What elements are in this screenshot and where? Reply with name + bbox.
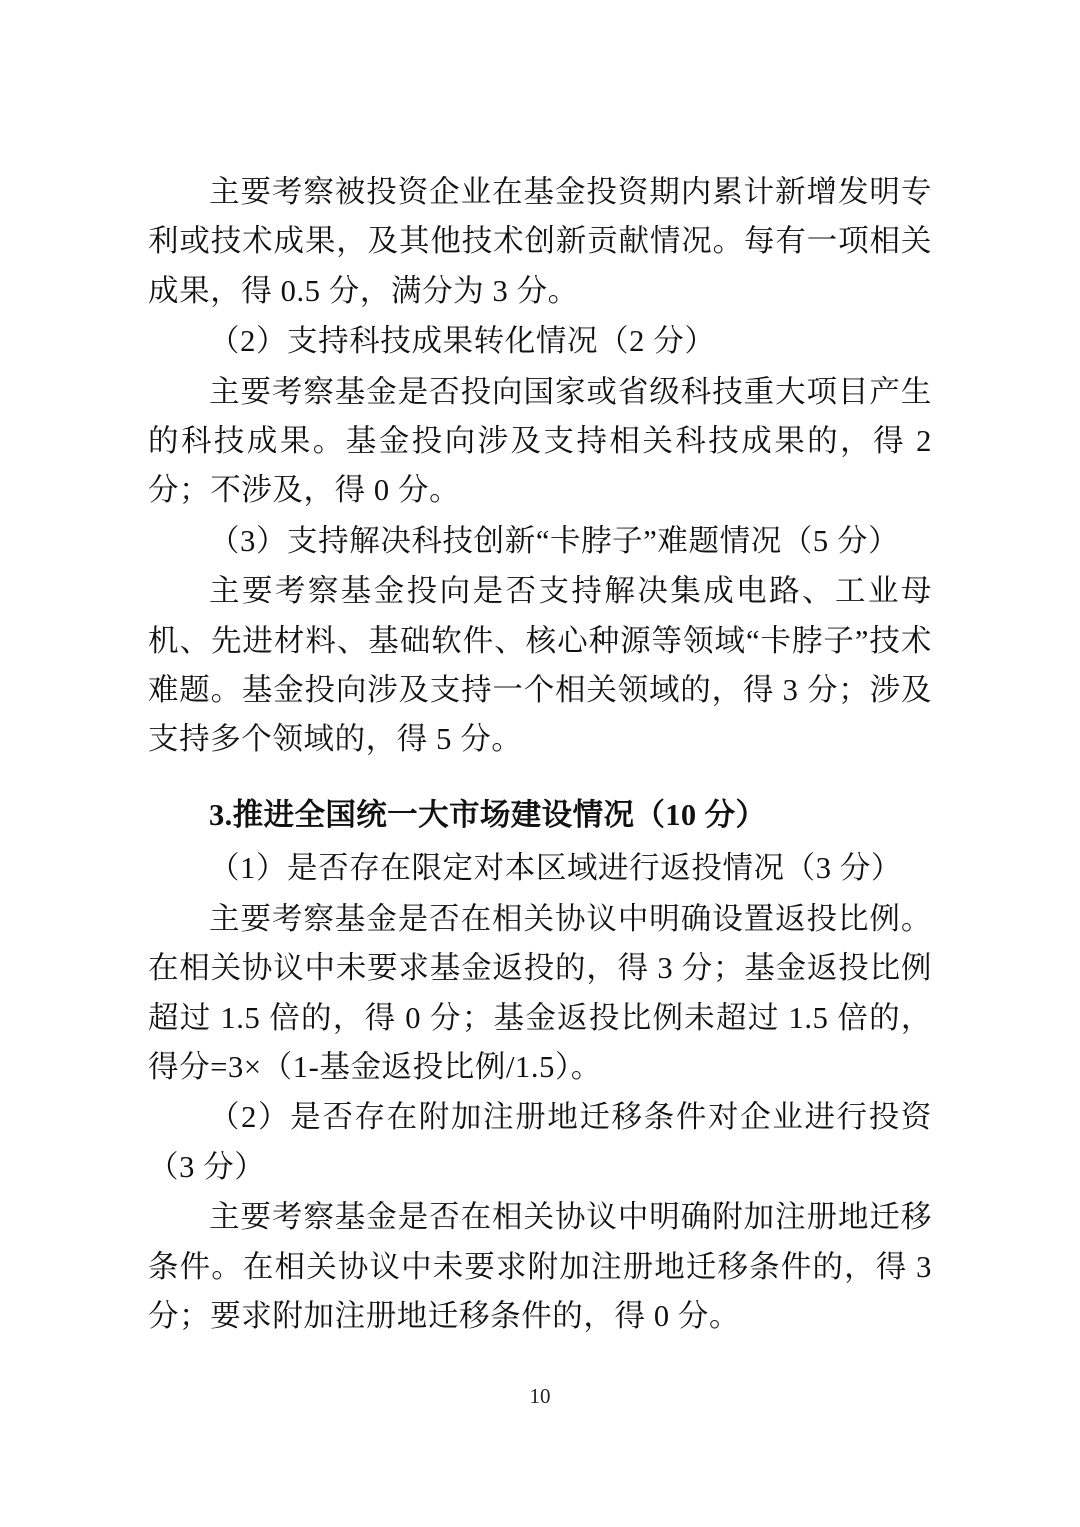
paragraph-patent-achievements: 主要考察被投资企业在基金投资期内累计新增发明专利或技术成果，及其他技术创新贡献情况。每有一项相关成果，得 0.5 分，满分为 3 分。 (148, 175, 932, 308)
paragraph-item-2-body: 主要考察基金是否投向国家或省级科技重大项目产生的科技成果。基金投向涉及支持相关科技成果的，得 2 分；不涉及，得 0 分。 (148, 374, 932, 508)
section-heading-3: 3.推进全国统一大市场建设情况（10 分） (209, 797, 767, 832)
paragraph-section3-item-2-body: 主要考察基金是否在相关协议中明确附加注册地迁移条件。在相关协议中未要求附加注册地迁移条件的，得 3 分；要求附加注册地迁移条件的，得 0 分。 (148, 1200, 932, 1333)
paragraph-item-3-body: 主要考察基金投向是否支持解决集成电路、工业母机、先进材料、基础软件、核心种源等领域“卡脖子”技术难题。基金投向涉及支持一个相关领域的，得 3 分；涉及支持多个领域的，得 5 分。 (148, 574, 932, 757)
paragraph-section3-item-1-title: （1）是否存在限定对本区域进行返投情况（3 分） (209, 851, 903, 886)
page-number: 10 (529, 1384, 551, 1408)
paragraph-item-2-title: （2）支持科技成果转化情况（2 分） (209, 324, 716, 359)
document-body (148, 168, 932, 1341)
paragraph-section3-item-2-title: （2）是否存在附加注册地迁移条件对企业进行投资（3 分） (148, 1100, 932, 1184)
paragraph-section3-item-1-body: 主要考察基金是否在相关协议中明确设置返投比例。在相关协议中未要求基金返投的，得 3 分；基金返投比例超过 1.5 倍的，得 0 分；基金返投比例未超过 1.5 倍的，得分=3×（1-基金返投比例/1.5）。 (148, 901, 932, 1084)
paragraph-item-3-title: （3）支持解决科技创新“卡脖子”难题情况（5 分） (209, 523, 900, 558)
